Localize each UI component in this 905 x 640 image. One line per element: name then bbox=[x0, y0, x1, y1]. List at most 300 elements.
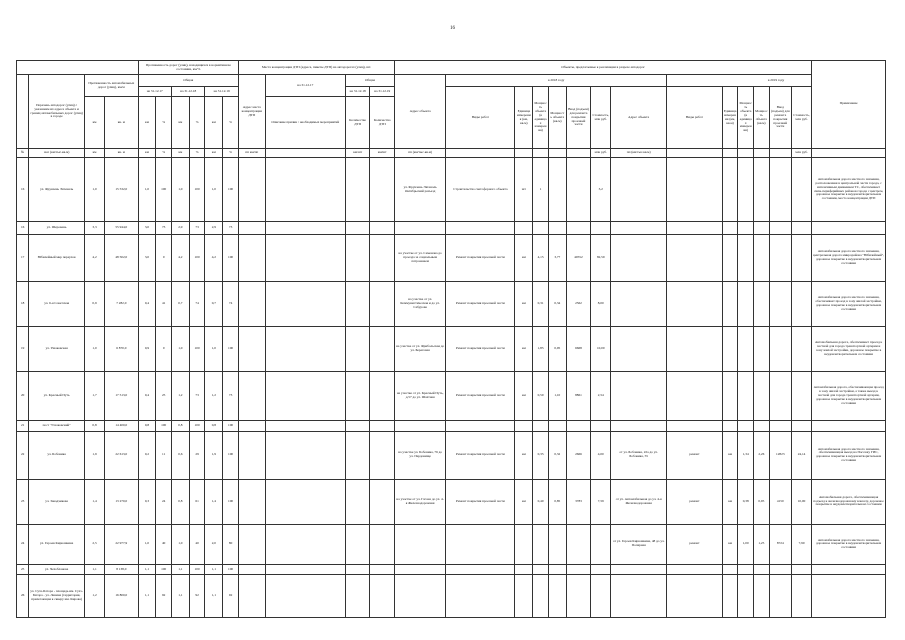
dtp-desc-header: Описание причин / необходимых мероприятий bbox=[265, 97, 345, 149]
power-2019 bbox=[738, 326, 754, 371]
normative-km-2019: 1,2 bbox=[205, 371, 223, 420]
length-km: 1,7 bbox=[85, 371, 105, 420]
normative-km-2019: 2,0 bbox=[205, 524, 223, 565]
normative-km-2017: 1,1 bbox=[138, 575, 156, 618]
paving-length-2019 bbox=[769, 565, 791, 575]
row-number: 21 bbox=[17, 421, 29, 432]
power-2019 bbox=[738, 222, 754, 234]
dtp-count-2 bbox=[370, 222, 395, 234]
power-2019 bbox=[738, 371, 754, 420]
normative-pct-2018: 100 bbox=[189, 565, 205, 575]
normative-pct-2019: 100 bbox=[223, 326, 239, 371]
cost bbox=[591, 222, 611, 234]
power-2019: 1,00 bbox=[738, 524, 754, 565]
unit-2019 bbox=[722, 371, 738, 420]
normative-km-2017: 1,0 bbox=[138, 524, 156, 565]
power bbox=[533, 421, 549, 432]
object-address: на участке от ул. Гагона до ул. 4-я Железнодорожная bbox=[395, 479, 446, 524]
row-number: 16 bbox=[17, 222, 29, 234]
area: 0,34 bbox=[548, 281, 566, 326]
power bbox=[533, 575, 549, 618]
cost-2019 bbox=[791, 371, 811, 420]
unit-2019 bbox=[722, 157, 738, 222]
work-type-2019 bbox=[667, 222, 723, 234]
work-type: Ремонт покрытия проезжей части bbox=[446, 234, 515, 281]
note: Автомобильная дорога местного значения, обеспечивает проезд в зону жилой застройки, дорожное покрытие в неудовлетворительном состоянии bbox=[812, 281, 886, 326]
cost: 7,59 bbox=[591, 479, 611, 524]
work-type bbox=[446, 575, 515, 618]
note: Автомобильная дорога, обеспечивает проезд к частной для города транспортной артерии и зону жилой застройки, дорожное покрытие в неудовлетворительном состоянии bbox=[812, 326, 886, 371]
cost bbox=[591, 575, 611, 618]
work-type-2019: ремонт bbox=[667, 479, 723, 524]
dtp-date-header: на 31.12.17 bbox=[265, 75, 345, 97]
area bbox=[548, 565, 566, 575]
area-2019 bbox=[754, 421, 770, 432]
object-address-2019 bbox=[611, 421, 667, 432]
dtp-group-header: Места концентрации ДТП (адреса, пикеты ДТП) на автодорогах (улиц), шт. bbox=[238, 61, 394, 75]
normative-pct-2019: 74 bbox=[223, 281, 239, 326]
unit-2019: км bbox=[722, 524, 738, 565]
table-row bbox=[17, 479, 886, 524]
work-type-2019 bbox=[667, 371, 723, 420]
normative-pct-2019: 100 bbox=[223, 432, 239, 479]
length-km: 1,4 bbox=[85, 479, 105, 524]
area bbox=[548, 575, 566, 618]
address-object-header: Адрес объекта bbox=[395, 75, 446, 149]
dtp-count-2 bbox=[370, 432, 395, 479]
unit bbox=[515, 524, 533, 565]
header-units-row: № ш.п (км/тыс.кв.м) км кв. м км % км % км % пп км/пп км/шт км/шт пп (км/тыс.кв.м) млн руб. пп (км/тыс.кв.м) млн руб. bbox=[17, 148, 886, 157]
note-header: Примечание bbox=[812, 61, 886, 149]
road-name: ул. Фрунзень Эвтеналь bbox=[29, 157, 85, 222]
normative-km-2018: 0,7 bbox=[171, 281, 189, 326]
length-km: 1,0 bbox=[85, 326, 105, 371]
object-address-2019: от ул. Автомобильная до ул. 4-я Железнодорожная bbox=[611, 479, 667, 524]
dtp-address bbox=[238, 222, 265, 234]
dtp-count-1 bbox=[345, 326, 370, 371]
length-km: 1,1 bbox=[85, 565, 105, 575]
cost-2019 bbox=[791, 565, 811, 575]
road-name: ул. Завадчикова bbox=[29, 479, 85, 524]
normative-pct-2018: 100 bbox=[189, 157, 205, 222]
dtp-desc bbox=[265, 432, 345, 479]
cost-2019 bbox=[791, 281, 811, 326]
area-2019 bbox=[754, 234, 770, 281]
area bbox=[548, 222, 566, 234]
dtp-address bbox=[238, 371, 265, 420]
area-sqm: 13 270,0 bbox=[105, 479, 138, 524]
area: 0,32 bbox=[548, 432, 566, 479]
dtp-count-2 bbox=[370, 157, 395, 222]
road-works-table bbox=[16, 60, 886, 618]
normative-pct-2017: 92 bbox=[156, 575, 172, 618]
normative-pct-2018: 73 bbox=[189, 371, 205, 420]
normative-pct-2019: 100 bbox=[223, 421, 239, 432]
object-address-2019 bbox=[611, 565, 667, 575]
row-number: 19 bbox=[17, 326, 29, 371]
object-address: на участке от ул. Коммунистическая и до ул. Сабурова bbox=[395, 281, 446, 326]
unit-2019 bbox=[722, 281, 738, 326]
dtp-count-1 bbox=[345, 222, 370, 234]
year-2018-header: в 2018 году bbox=[446, 75, 667, 87]
work-type-2019 bbox=[667, 157, 723, 222]
header-row-3: на 31.12.17 на 31.12.18 на 31.12.19 на 31.12.18 на 31.12.19 Виды работ Единица измерения (км, кв.м) Мощность объекта (в единицах измерения) Мощность объекта (кв.м) Ввод (подъем) для ремонта покрытия проезжей части Стоимость, млн руб. Адрес объекта Виды работ Единица измерения (км, кв.м) Мощность объекта (в единицах измерения) Мощность объекта (кв.м) Ввод (подъем) для ремонта покрытия проезжей части Стоимость, млн руб. bbox=[17, 87, 886, 97]
work-type-2019 bbox=[667, 326, 723, 371]
paving-length bbox=[566, 565, 591, 575]
paving-length: 6668 bbox=[566, 326, 591, 371]
area-2019 bbox=[754, 565, 770, 575]
dtp-address bbox=[238, 565, 265, 575]
object-address-2019 bbox=[611, 281, 667, 326]
year-2019-header: в 2019 году bbox=[667, 75, 886, 87]
normative-km-2018: 4,2 bbox=[171, 234, 189, 281]
dtp-desc bbox=[265, 565, 345, 575]
area-2019 bbox=[754, 281, 770, 326]
normative-pct-2017: 100 bbox=[156, 157, 172, 222]
paving-length: 2666 bbox=[566, 432, 591, 479]
object-address-2019 bbox=[611, 222, 667, 234]
cost: 3,2 bbox=[591, 157, 611, 222]
road-name: ул. Героев Кирюшкина bbox=[29, 524, 85, 565]
normative-km-2017: 0,3 bbox=[138, 479, 156, 524]
paving-length: 40552 bbox=[566, 234, 591, 281]
normative-pct-2018: 73 bbox=[189, 222, 205, 234]
table-row bbox=[17, 326, 886, 371]
dtp-count-1 bbox=[345, 234, 370, 281]
dtp-count-2 bbox=[370, 281, 395, 326]
normative-pct-2019: 100 bbox=[223, 234, 239, 281]
area-sqm: 7 282,0 bbox=[105, 281, 138, 326]
normative-km-2017: 3,0 bbox=[138, 222, 156, 234]
dtp-desc bbox=[265, 157, 345, 222]
normative-pct-2017: 100 bbox=[156, 421, 172, 432]
normative-pct-2017: 0 bbox=[156, 326, 172, 371]
note bbox=[812, 575, 886, 618]
note: Автомобильная дорога, обеспечивающая подъезд к железнодорожному вокзалу, дорожное покрытие в неудовлетворительном состоянии bbox=[812, 479, 886, 524]
dtp-address bbox=[238, 575, 265, 618]
table-row bbox=[17, 421, 886, 432]
cost-2019 bbox=[791, 421, 811, 432]
header-row-4: км кв. м км % км % км % Описание причин / необходимых мероприятий Количество ДТП Количество ДТП bbox=[17, 97, 886, 149]
unit-2019 bbox=[722, 565, 738, 575]
work-type: Ремонт покрытия проезжей части bbox=[446, 479, 515, 524]
paving-length-2019 bbox=[769, 234, 791, 281]
unit bbox=[515, 575, 533, 618]
road-name: ул. 6-я Советская bbox=[29, 281, 85, 326]
unit: км bbox=[515, 281, 533, 326]
row-number: 26 bbox=[17, 575, 29, 618]
row-number: 17 bbox=[17, 234, 29, 281]
normative-pct-2017: 40 bbox=[156, 524, 172, 565]
work-type: Ремонт покрытия проезжей части bbox=[446, 371, 515, 420]
area-2019 bbox=[754, 326, 770, 371]
area-2019 bbox=[754, 575, 770, 618]
row-number: 16 bbox=[17, 157, 29, 222]
normative-pct-2018: 100 bbox=[189, 234, 205, 281]
road-name: ул. Бобовика bbox=[29, 432, 85, 479]
address-ddp-header: Адрес места концентрации ДТП bbox=[238, 75, 265, 149]
unit-2019 bbox=[722, 222, 738, 234]
power bbox=[533, 524, 549, 565]
area: 0,85 bbox=[548, 479, 566, 524]
row-number: 20 bbox=[17, 371, 29, 420]
road-name: ул. Сухэ-Батора - площадь им. Сухэ-Батора - ул. Ленина (территория, прилегающая к скверу им. Кирова) bbox=[29, 575, 85, 618]
normative-km-2017: 1,1 bbox=[138, 565, 156, 575]
table-row bbox=[17, 524, 886, 565]
table-row bbox=[17, 565, 886, 575]
work-type bbox=[446, 222, 515, 234]
length-km: 3,3 bbox=[85, 222, 105, 234]
normative-pct-2017: 25 bbox=[156, 371, 172, 420]
cost: 2,54 bbox=[591, 371, 611, 420]
normative-pct-2018: 92 bbox=[189, 575, 205, 618]
object-address-2019: от ул. Героев Кирюшкина, 48 до ул. Полярная bbox=[611, 524, 667, 565]
dtp-desc bbox=[265, 575, 345, 618]
dtp-count-2 bbox=[370, 371, 395, 420]
work-type bbox=[446, 565, 515, 575]
normative-km-2018: 1,0 bbox=[171, 157, 189, 222]
area bbox=[548, 524, 566, 565]
normative-pct-2017: 0 bbox=[156, 234, 172, 281]
unit-2019: км bbox=[722, 479, 738, 524]
work-type: Ремонт покрытия проезжей части bbox=[446, 432, 515, 479]
dtp-count-1 bbox=[345, 479, 370, 524]
object-address-2019 bbox=[611, 575, 667, 618]
length-km: 2,5 bbox=[85, 524, 105, 565]
paving-length-2019 bbox=[769, 222, 791, 234]
road-name: ул. Красный Путь bbox=[29, 371, 85, 420]
cost-2019: 24,14 bbox=[791, 432, 811, 479]
dtp-desc bbox=[265, 281, 345, 326]
power: 1,85 bbox=[533, 326, 549, 371]
unit: шт bbox=[515, 157, 533, 222]
object-address bbox=[395, 222, 446, 234]
cost-2019 bbox=[791, 234, 811, 281]
area-sqm: 22 977,9 bbox=[105, 524, 138, 565]
area: 0,95 bbox=[548, 326, 566, 371]
object-address-2019: от ул. Бобовика, 22а до ул. Бобовика, 55 bbox=[611, 432, 667, 479]
cost-2019 bbox=[791, 157, 811, 222]
paving-length: 8861 bbox=[566, 371, 591, 420]
road-name: ул. Шеровень bbox=[29, 222, 85, 234]
normative-km-2017: 0,2 bbox=[138, 432, 156, 479]
object-address: на участке ул. Бобовика, 76 до ул. Пердовище bbox=[395, 432, 446, 479]
unit-2019 bbox=[722, 234, 738, 281]
power: 0,40 bbox=[533, 479, 549, 524]
work-type-2019: ремонт bbox=[667, 432, 723, 479]
header-row-2 bbox=[17, 75, 886, 87]
paving-length-2019: 8724 bbox=[769, 524, 791, 565]
dtp-address bbox=[238, 524, 265, 565]
paving-length-2019 bbox=[769, 326, 791, 371]
power: 4,15 bbox=[533, 234, 549, 281]
normative-km-2018: 1,0 bbox=[171, 326, 189, 371]
power: 1 bbox=[533, 157, 549, 222]
paving-length bbox=[566, 157, 591, 222]
area-2019 bbox=[754, 371, 770, 420]
unit: км bbox=[515, 371, 533, 420]
power: 0,50 bbox=[533, 371, 549, 420]
area bbox=[548, 421, 566, 432]
normative-km-2019: 4,2 bbox=[205, 234, 223, 281]
area: 3,77 bbox=[548, 234, 566, 281]
normative-pct-2018: 74 bbox=[189, 281, 205, 326]
dtp-address bbox=[238, 281, 265, 326]
normative-km-2017: 3,0 bbox=[138, 234, 156, 281]
normative-pct-2019: 100 bbox=[223, 479, 239, 524]
dtp-count-1 bbox=[345, 421, 370, 432]
normative-km-2019: 1,1 bbox=[205, 575, 223, 618]
area-2019 bbox=[754, 222, 770, 234]
normative-pct-2017: 24 bbox=[156, 479, 172, 524]
table-row bbox=[17, 281, 886, 326]
power bbox=[533, 565, 549, 575]
power-2019 bbox=[738, 157, 754, 222]
area bbox=[548, 157, 566, 222]
power-2019 bbox=[738, 421, 754, 432]
normative-km-2019: 1,1 bbox=[205, 565, 223, 575]
area-sqm: 15 532,0 bbox=[105, 157, 138, 222]
extent-group-header: Протяженность дорог (улиц), находящихся в нормативном состоянии, км/% bbox=[138, 61, 238, 75]
table-row bbox=[17, 371, 886, 420]
area-sqm: 17 513,0 bbox=[105, 371, 138, 420]
dtp-desc bbox=[265, 479, 345, 524]
normative-pct-2019: 92 bbox=[223, 575, 239, 618]
dtp-count-1 bbox=[345, 575, 370, 618]
normative-km-2018: 0,6 bbox=[171, 432, 189, 479]
normative-km-2018: 1,2 bbox=[171, 371, 189, 420]
road-name: ул. Чехобланова bbox=[29, 565, 85, 575]
length-km: 0,9 bbox=[85, 281, 105, 326]
object-address bbox=[395, 524, 446, 565]
work-type: Строительство светофорного объекта bbox=[446, 157, 515, 222]
dtp-count-2 bbox=[370, 524, 395, 565]
note bbox=[812, 565, 886, 575]
object-address: на участке от ул. Красный Путь, д.57 до ул. Шахтная bbox=[395, 371, 446, 420]
cost bbox=[591, 524, 611, 565]
normative-pct-2019: 100 bbox=[223, 157, 239, 222]
area-2019: 2,26 bbox=[754, 432, 770, 479]
cost: 82,59 bbox=[591, 234, 611, 281]
paving-length-2019 bbox=[769, 575, 791, 618]
paving-length bbox=[566, 222, 591, 234]
power-2019 bbox=[738, 281, 754, 326]
object-address-2019 bbox=[611, 326, 667, 371]
dtp-count-1 bbox=[345, 432, 370, 479]
paving-length-2019 bbox=[769, 421, 791, 432]
normative-pct-2017: 100 bbox=[156, 565, 172, 575]
normative-pct-2018: 100 bbox=[189, 326, 205, 371]
dtp-count-1 bbox=[345, 157, 370, 222]
normative-pct-2018: 29 bbox=[189, 432, 205, 479]
paving-length-2019: 12823 bbox=[769, 432, 791, 479]
dtp-count-1 bbox=[345, 371, 370, 420]
cost bbox=[591, 565, 611, 575]
area-2019: 1,25 bbox=[754, 524, 770, 565]
normative-km-2017: 0,4 bbox=[138, 371, 156, 420]
dtp-desc bbox=[265, 421, 345, 432]
unit bbox=[515, 222, 533, 234]
normative-km-2019: 1,4 bbox=[205, 479, 223, 524]
row-number: 22 bbox=[17, 432, 29, 479]
area-sqm: 22 613,0 bbox=[105, 432, 138, 479]
dtp-desc bbox=[265, 371, 345, 420]
paving-length-2019 bbox=[769, 371, 791, 420]
unit-2019: км bbox=[722, 432, 738, 479]
row-number: 25 bbox=[17, 565, 29, 575]
unit-2019 bbox=[722, 326, 738, 371]
normative-km-2019: 1,9 bbox=[205, 432, 223, 479]
unit bbox=[515, 421, 533, 432]
cost bbox=[591, 421, 611, 432]
road-name: Юбилейный мкр переулок bbox=[29, 234, 85, 281]
dtp-count-1 bbox=[345, 524, 370, 565]
normative-pct-2017: 73 bbox=[156, 222, 172, 234]
object-address bbox=[395, 565, 446, 575]
object-address bbox=[395, 421, 446, 432]
power-2019 bbox=[738, 234, 754, 281]
normative-km-2017: 1,0 bbox=[138, 157, 156, 222]
dtp-address bbox=[238, 421, 265, 432]
note bbox=[812, 421, 886, 432]
cost-2019: 10,00 bbox=[791, 479, 811, 524]
object-address bbox=[395, 575, 446, 618]
dtp-address bbox=[238, 157, 265, 222]
cost-2019: 7,90 bbox=[791, 524, 811, 565]
object-address: на участке от ул. Фрибольская до ул. Береговая bbox=[395, 326, 446, 371]
normative-km-2019: 2,9 bbox=[205, 222, 223, 234]
normative-km-2019: 1,0 bbox=[205, 157, 223, 222]
power-2019 bbox=[738, 575, 754, 618]
paving-length-2019 bbox=[769, 157, 791, 222]
work-type-2019 bbox=[667, 281, 723, 326]
table-row bbox=[17, 157, 886, 222]
unit: км bbox=[515, 432, 533, 479]
normative-pct-2018: 61 bbox=[189, 479, 205, 524]
normative-pct-2019: 73 bbox=[223, 371, 239, 420]
work-type-header: Виды работ bbox=[446, 87, 515, 149]
normative-pct-2019: 80 bbox=[223, 524, 239, 565]
paving-length: 2562 bbox=[566, 281, 591, 326]
normative-km-2018: 1,0 bbox=[171, 524, 189, 565]
length-km: 0,8 bbox=[85, 421, 105, 432]
area-2019: 0,95 bbox=[754, 479, 770, 524]
road-name: пост "Глазковский" bbox=[29, 421, 85, 432]
normative-km-2018: 1,1 bbox=[171, 565, 189, 575]
paving-length bbox=[566, 575, 591, 618]
power: 0,35 bbox=[533, 432, 549, 479]
dtp-desc bbox=[265, 326, 345, 371]
paving-length bbox=[566, 421, 591, 432]
dtp-count-2 bbox=[370, 326, 395, 371]
note: Автомобильная дорога местного значения, расположенная в центральной части города, с интенсивным движением ТС, обеспечивает связь периферийных районов города с центром, дорожное покрытие в неудовлетворительном состоянии, место концентрации ДТП bbox=[812, 157, 886, 222]
cost: 8,00 bbox=[591, 281, 611, 326]
dtp-address bbox=[238, 479, 265, 524]
page-number: 16 bbox=[450, 26, 455, 31]
power-2019 bbox=[738, 565, 754, 575]
unit: км bbox=[515, 479, 533, 524]
normative-km-2018: 2,9 bbox=[171, 222, 189, 234]
dtp-desc bbox=[265, 524, 345, 565]
cost-2019 bbox=[791, 222, 811, 234]
dtp-count-2 bbox=[370, 421, 395, 432]
table-row bbox=[17, 432, 886, 479]
power: 0,31 bbox=[533, 281, 549, 326]
normative-pct-2017: 11 bbox=[156, 432, 172, 479]
note bbox=[812, 222, 886, 234]
object-address: на участке от ул. Семенова до проезда за социальным патронажем bbox=[395, 234, 446, 281]
cost: 4,00 bbox=[591, 432, 611, 479]
